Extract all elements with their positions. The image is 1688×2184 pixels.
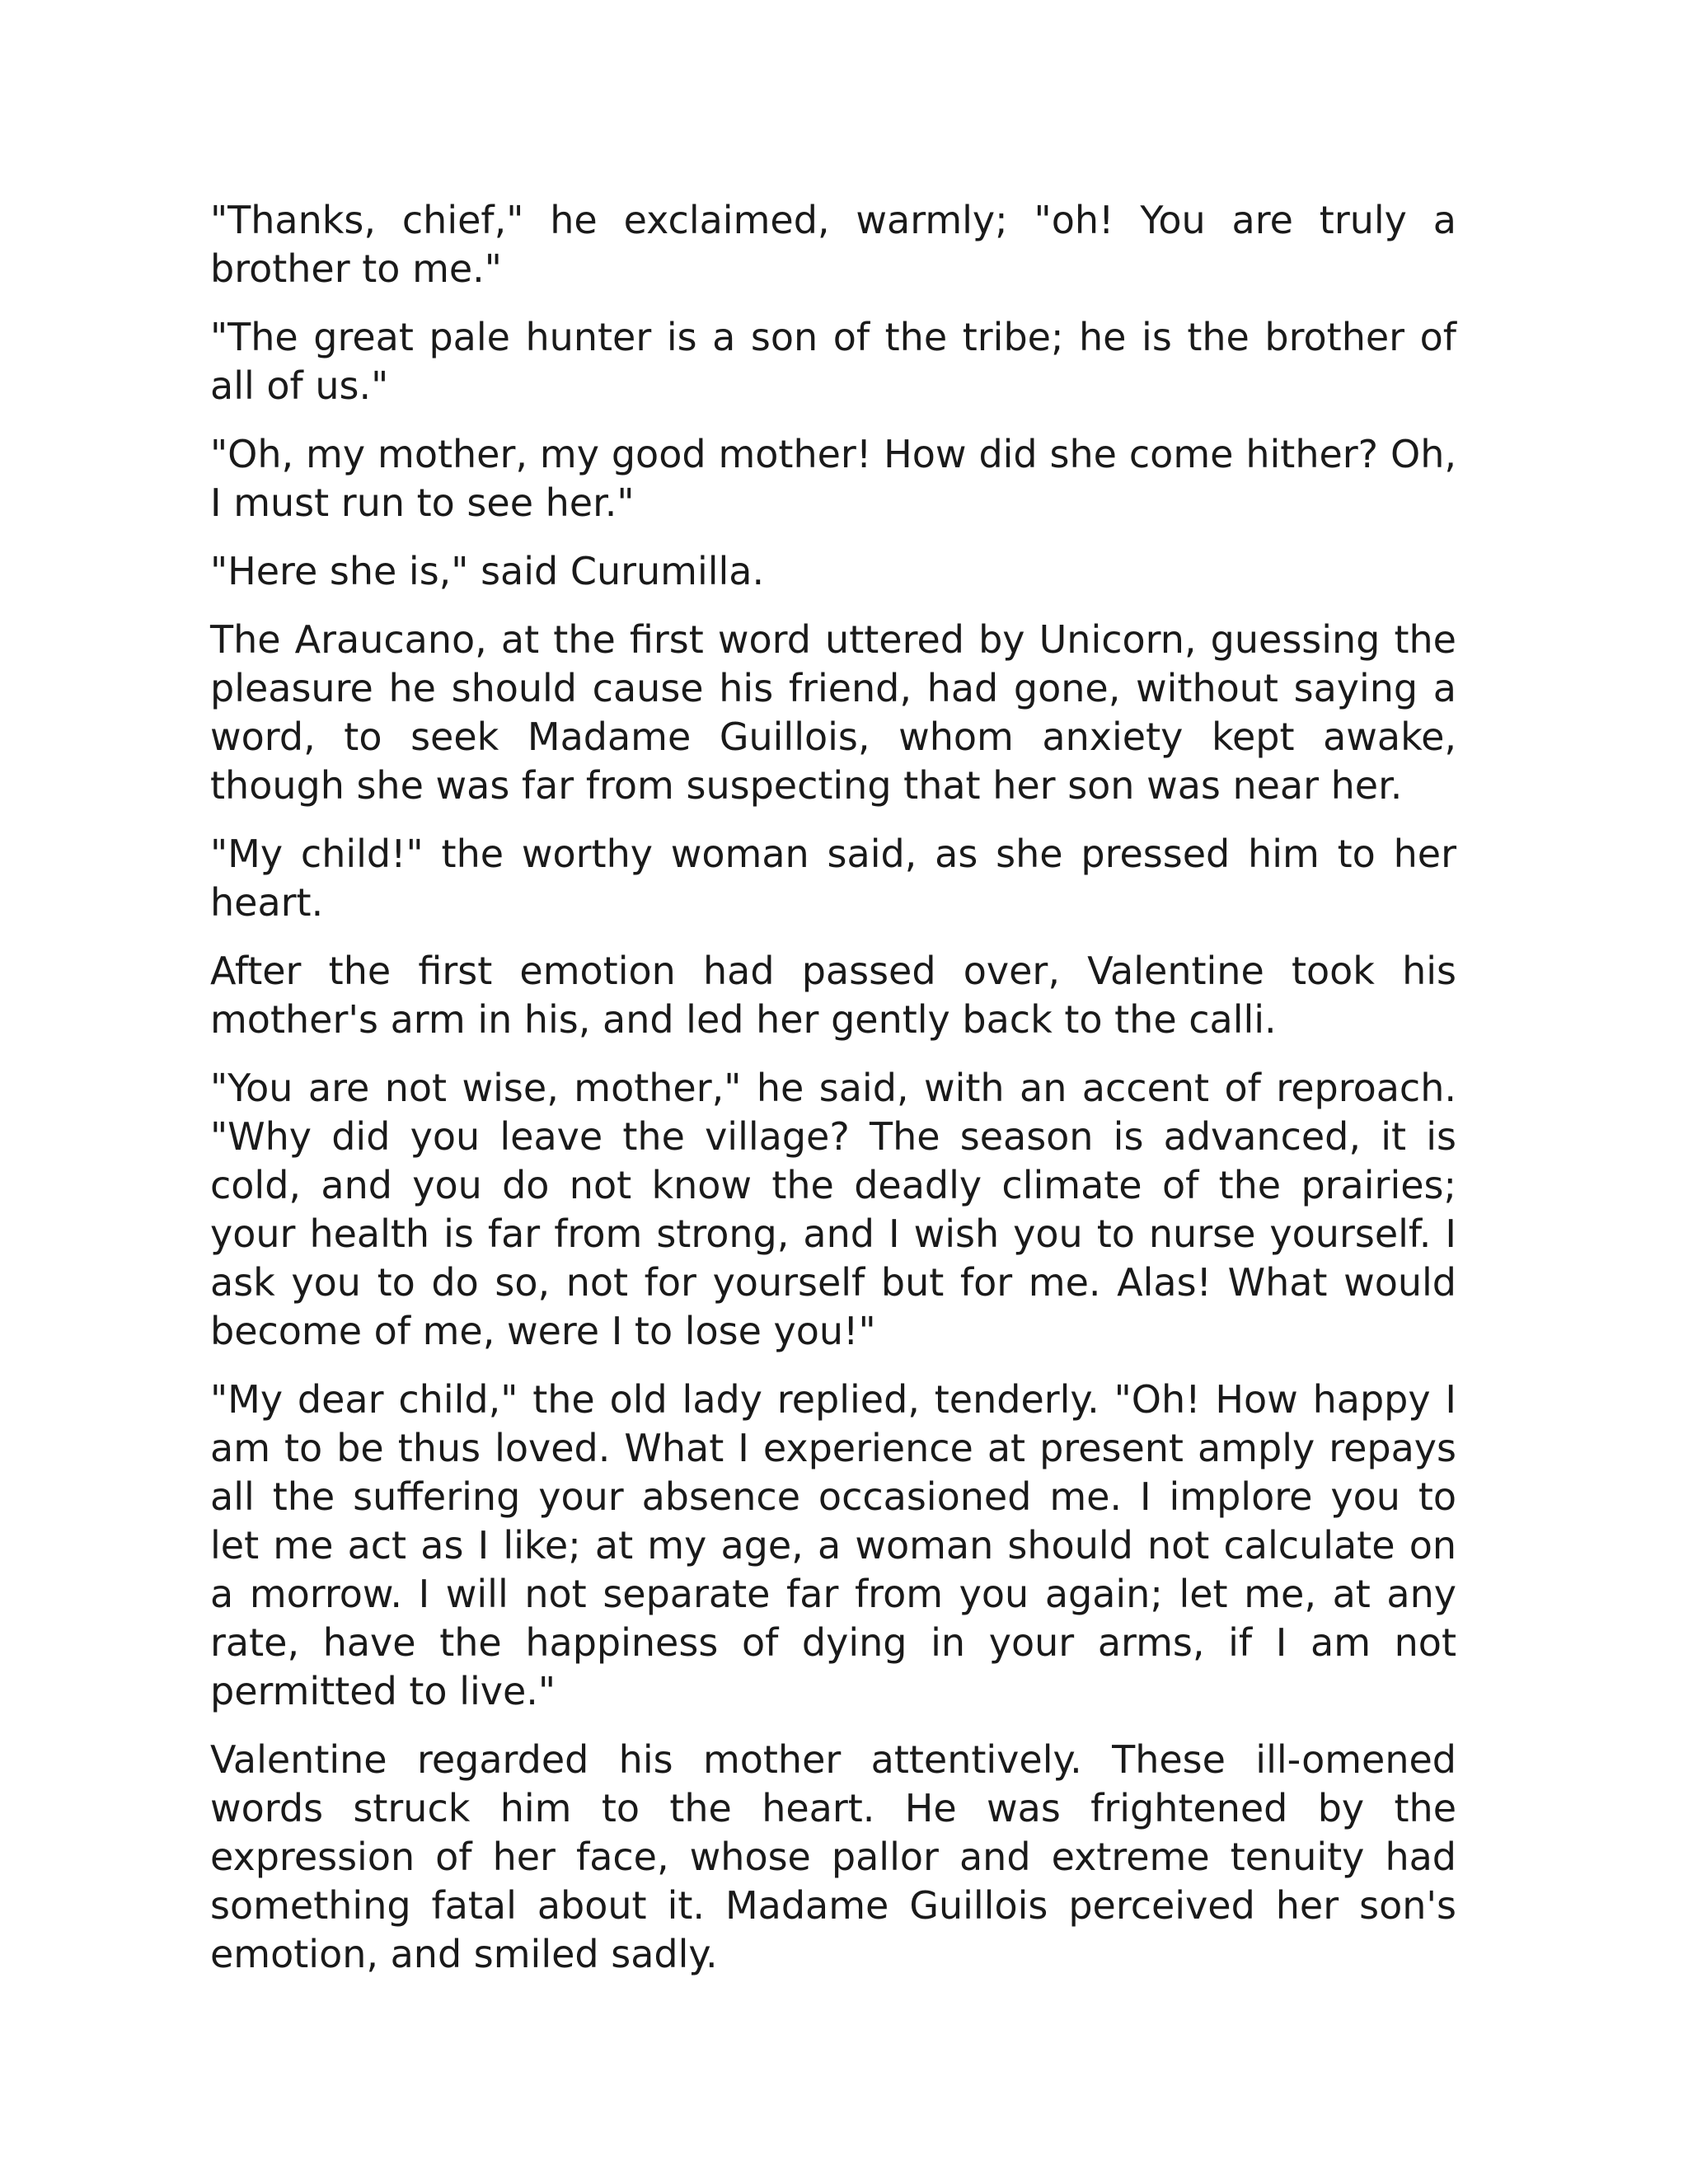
paragraph-6: "My child!" the worthy woman said, as she pressed him to her heart. [210,832,1456,925]
paragraph-5: The Araucano, at the first word uttered by Unicorn, guessing the pleasure he should cause his friend, had gone, without saying a word, to seek Madame Guillois, whom anxiety kept awake, though she was far from suspecting that her son was near her. [210,617,1456,808]
paragraph-1: "Thanks, chief," he exclaimed, warmly; "oh! You are truly a brother to me." [210,198,1456,291]
paragraph-9: "My dear child," the old lady replied, tenderly. "Oh! How happy I am to be thus loved. What I experience at present amply repays all the suffering your absence occasioned me. I implore you to let me act as I like; at my age, a woman should not calculate on a morrow. I will not separate far from you again; let me, at any rate, have the happiness of dying in your arms, if I am not permitted to live." [210,1377,1456,1713]
paragraph-8: "You are not wise, mother," he said, with an accent of reproach. "Why did you leave the village? The season is advanced, it is cold, and you do not know the deadly climate of the prairies; your health is far from strong, and I wish you to nurse yourself. I ask you to do so, not for yourself but for me. Alas! What would become of me, were I to lose you!" [210,1066,1456,1353]
paragraph-2: "The great pale hunter is a son of the tribe; he is the brother of all of us." [210,315,1456,408]
body-text [210,196,1456,1999]
paragraph-10: Valentine regarded his mother attentively. These ill-omened words struck him to the heart. He was frightened by the expression of her face, whose pallor and extreme tenuity had something fatal about it. Madame Guillois perceived her son's emotion, and smiled sadly. [210,1737,1456,1976]
paragraph-7: After the first emotion had passed over, Valentine took his mother's arm in his, and led her gently back to the calli. [210,949,1456,1042]
paragraph-4: "Here she is," said Curumilla. [210,549,765,593]
paragraph-3: "Oh, my mother, my good mother! How did she come hither? Oh, I must run to see her." [210,432,1456,525]
